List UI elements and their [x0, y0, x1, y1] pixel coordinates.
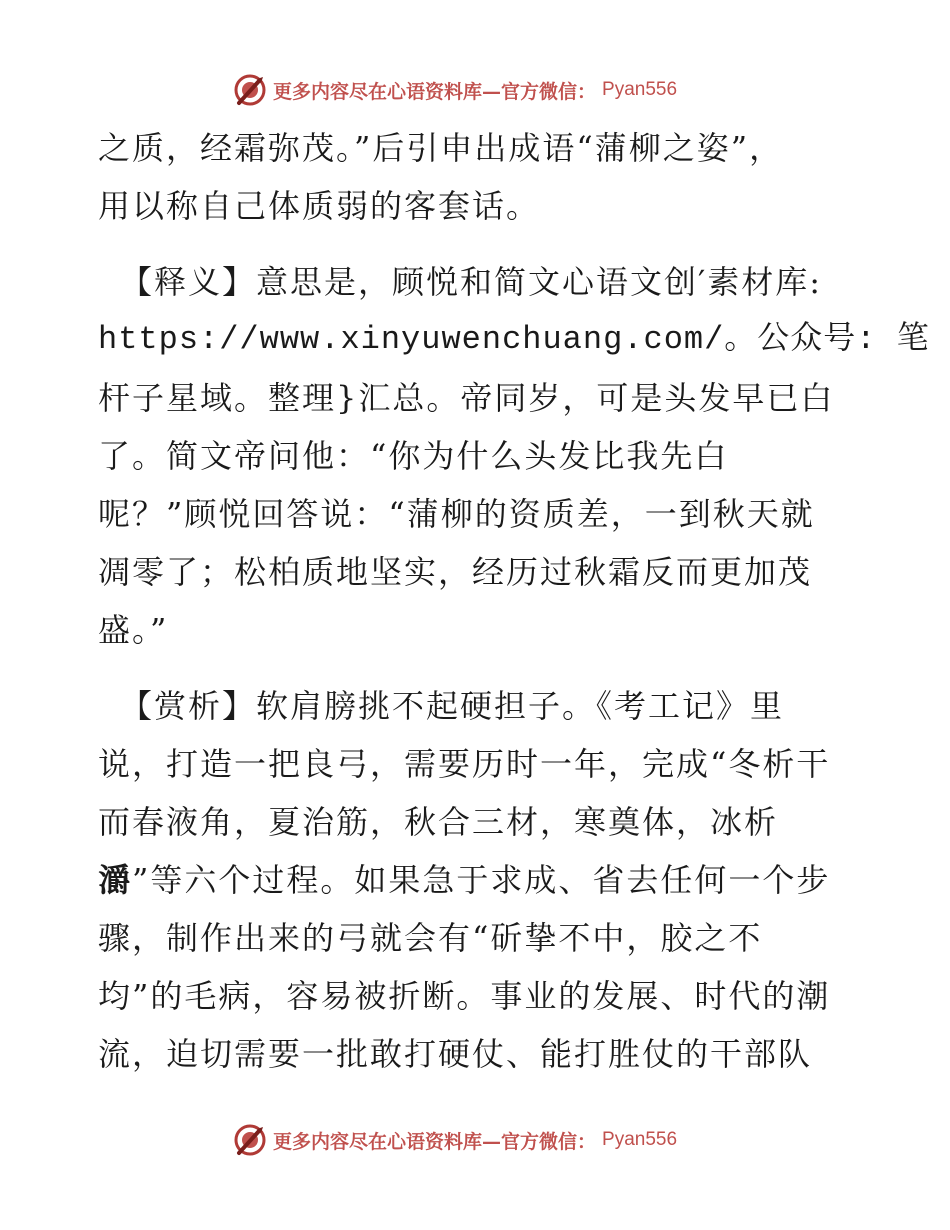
- banner-contact: Pyan556: [602, 1129, 678, 1150]
- text-line: https://www.xinyuwenchuang.com/。公众号: 笔: [98, 321, 930, 358]
- text-line-rest: ”等六个过程。如果急于求成、省去任何一个步: [132, 861, 831, 899]
- text-line: 骤，制作出来的弓就会有“斫挚不中，胶之不: [98, 919, 763, 957]
- text-line: 之质，经霜弥茂。”后引申出成语“蒲柳之姿”，: [98, 129, 784, 167]
- text-line: [98, 860, 830, 900]
- text-line: 盛。”: [98, 611, 169, 649]
- text-line: 均”的毛病，容易被折断。事业的发展、时代的潮: [98, 977, 831, 1015]
- logo-icon: [233, 73, 267, 107]
- text-line: 用以称自己体质弱的客套话。: [98, 187, 541, 225]
- special-char: 灂: [98, 861, 133, 899]
- header-banner: [233, 72, 677, 108]
- text-line: 了。简文帝问他：“你为什么头发比我先白: [98, 437, 729, 475]
- text-line: 【赏析】软肩膀挑不起硬担子。《考工记》里: [120, 687, 785, 725]
- text-line: 凋零了；松柏质地坚实，经历过秋霜反而更加茂: [98, 553, 813, 591]
- text-line: 说，打造一把良弓，需要历时一年，完成“冬析干: [98, 745, 831, 783]
- text-line: 流，迫切需要一批敢打硬仗、能打胜仗的干部队: [98, 1035, 813, 1073]
- text-line: 【释义】意思是，顾悦和简文心语文创′素材库:: [120, 263, 823, 301]
- footer-banner: [233, 1122, 677, 1158]
- logo-icon: [233, 1123, 267, 1157]
- text-line: 而春液角，夏治筋，秋合三材，寒奠体，冰析: [98, 803, 779, 841]
- text-line: 呢？”顾悦回答说：“蒲柳的资质差，一到秋天就: [98, 495, 815, 533]
- banner-text: 更多内容尽在心语资料库—官方微信：: [273, 80, 597, 103]
- text-line: 杆子星域。整理}汇总。帝同岁，可是头发早已白: [98, 379, 835, 417]
- banner-contact: Pyan556: [602, 79, 678, 100]
- banner-text: 更多内容尽在心语资料库—官方微信：: [273, 1130, 597, 1153]
